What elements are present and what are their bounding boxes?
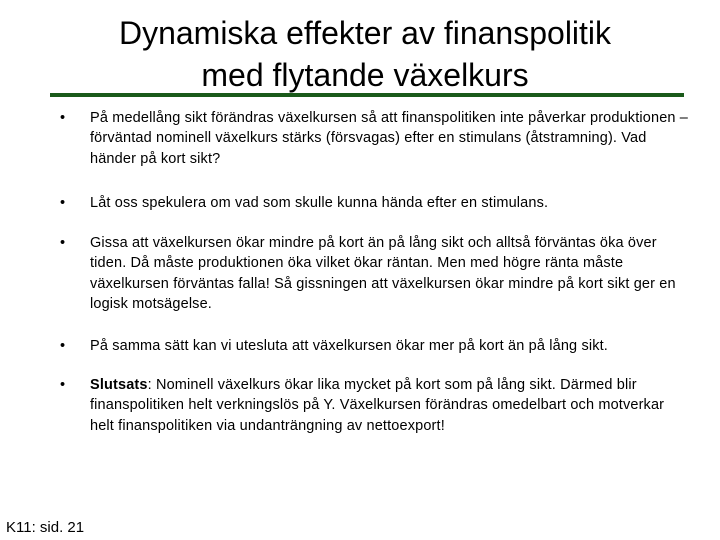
title-line-1: Dynamiska effekter av finanspolitik (118, 15, 612, 51)
bullet-text: På samma sätt kan vi utesluta att växelkursen ökar mer på kort än på lång sikt. (90, 338, 608, 354)
bullet-dot: • (60, 377, 66, 393)
bullet-text: Gissa att växelkursen ökar mindre på kort än på lång sikt och alltså förväntas öka över tiden. Då måste produktionen öka vilket ökar räntan. Men med högre ränta måste växelkursen förväntas falla! Så gissningen att växelkursen ökar mindre på kort sikt ger en logisk motsägelse. (90, 235, 676, 312)
bullet-dot: • (60, 338, 66, 354)
bullet-text: På medellång sikt förändras växelkursen så att finanspolitiken inte påverkar produktionen – förväntad nominell växelkurs stärks (försvagas) efter en stimulans (åtstramning). Vad händer på kort sikt? (90, 110, 689, 167)
slide-footer: K11: sid. 21 (6, 519, 85, 536)
bullet-text: Låt oss spekulera om vad som skulle kunna hända efter en stimulans. (90, 195, 549, 211)
title-line-2: med flytande växelkurs (201, 57, 529, 93)
title-underline (50, 93, 684, 97)
slide-title (40, 12, 690, 96)
bullet-dot: • (60, 195, 66, 211)
bullet-text (90, 375, 690, 436)
bullet-dot: • (60, 110, 66, 126)
bullet-dot: • (60, 235, 66, 251)
conclusion-text: : Nominell växelkurs ökar lika mycket på kort som på lång sikt. Därmed blir finanspolitiken helt verkningslös på Y. Växelkursen förändras omedelbart och motverkar helt finanspolitiken via undanträngning av nettoexport! (90, 377, 665, 434)
conclusion-label: Slutsats (90, 377, 148, 393)
